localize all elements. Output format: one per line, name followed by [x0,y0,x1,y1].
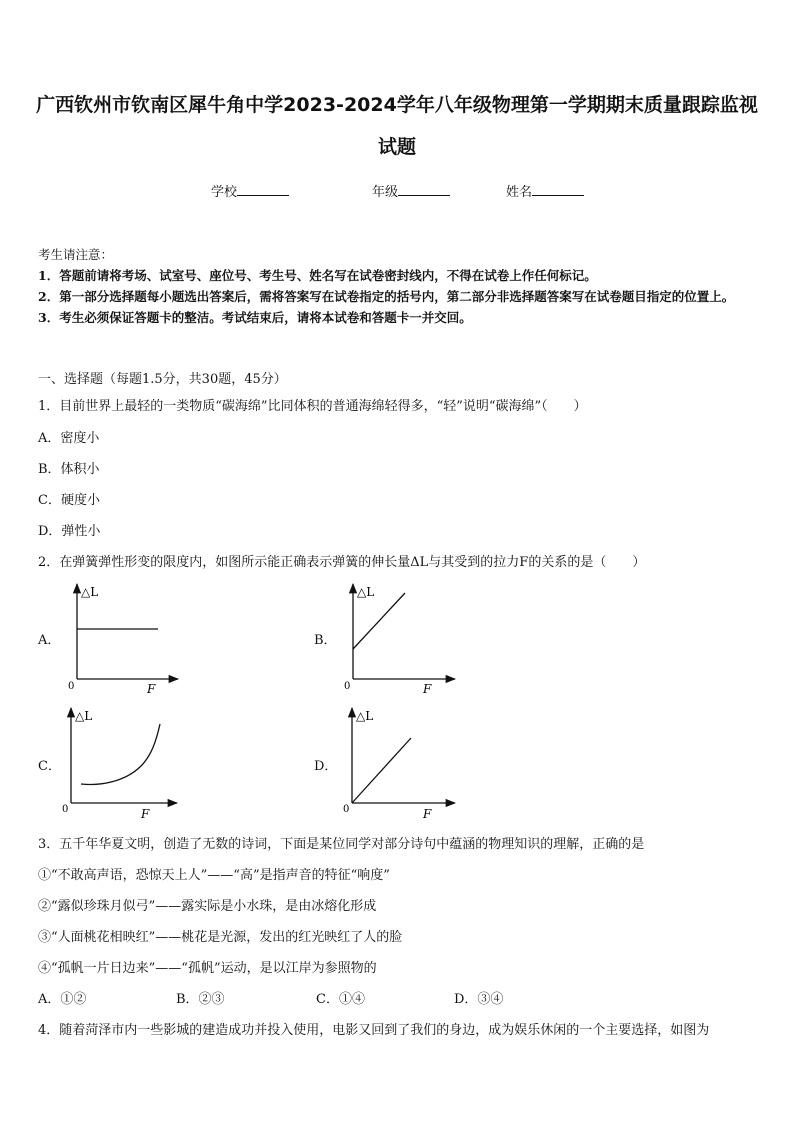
graph-curve [81,724,160,784]
notice-item: 3．考生必须保证答题卡的整洁。考试结束后，请将本试卷和答题卡一并交回。 [38,310,472,325]
y-axis-label: △L [357,585,375,599]
graph-line [353,593,405,649]
question-3-item-3: ③“人面桃花相映红”——桃花是光源，发出的红光映红了人的脸 [38,930,403,945]
school-field[interactable] [211,181,289,200]
name-blank[interactable] [532,183,584,196]
question-1-option-c[interactable]: C．硬度小 [38,493,100,508]
question-1-option-a[interactable]: A．密度小 [38,431,100,446]
question-1-stem: 1．目前世界上最轻的一类物质“碳海绵”比同体积的普通海绵轻得多，“轻”说明“碳海绵”（ ） [38,399,587,414]
question-3-option-a[interactable]: A．①② [38,992,87,1007]
question-3-option-c[interactable]: C．①④ [316,992,365,1007]
graph-b[interactable] [337,578,467,698]
grade-label: 年级 [372,185,399,200]
question-3-stem: 3．五千年华夏文明，创造了无数的诗词，下面是某位同学对部分诗句中蕴涵的物理知识的理解，正确的是 [38,837,645,852]
name-label: 姓名 [506,185,533,200]
question-3-option-d[interactable]: D．③④ [454,992,504,1007]
origin-label: 0 [62,804,69,815]
question-2-option-b-label[interactable]: B． [314,633,337,648]
question-2-option-d-label[interactable]: D． [314,759,338,774]
origin-label: 0 [344,681,351,692]
question-1-option-b[interactable]: B．体积小 [38,462,100,477]
question-3-item-2: ②“露似珍珠月似弓”——露实际是小水珠，是由冰熔化形成 [38,899,377,914]
question-1-option-d[interactable]: D．弹性小 [38,524,101,539]
grade-blank[interactable] [398,183,450,196]
section-heading: 一、选择题（每题1.5分，共30题，45分） [38,372,287,387]
question-2-option-a-label[interactable]: A． [38,633,61,648]
x-axis-label: F [141,807,150,821]
notice-item: 2．第一部分选择题每小题选出答案后，需将答案写在试卷指定的括号内，第二部分非选择题答案写在试卷题目指定的位置上。 [38,289,735,304]
origin-label: 0 [343,804,350,815]
notice-heading: 考生请注意： [38,247,114,262]
graph-line [352,738,411,803]
school-label: 学校 [211,185,238,200]
question-4-stem: 4．随着菏泽市内一些影城的建造成功并投入使用，电影又回到了我们的身边，成为娱乐休闲的一个主要选择，如图为 [38,1023,710,1038]
name-field[interactable] [506,181,584,200]
x-axis-label: F [423,682,432,696]
graph-a[interactable] [60,578,190,698]
y-axis-label: △L [81,585,99,599]
page-title: 广西钦州市钦南区犀牛角中学2023-2024学年八年级物理第一学期期末质量跟踪监视试题 [36,94,758,158]
question-2-stem: 2．在弹簧弹性形变的限度内，如图所示能正确表示弹簧的伸长量ΔL与其受到的拉力F的关系的是（ ） [38,555,646,570]
school-blank[interactable] [237,183,289,196]
origin-label: 0 [68,681,75,692]
graph-d[interactable] [335,702,465,824]
x-axis-label: F [147,682,156,696]
question-2-option-c-label[interactable]: C． [38,759,61,774]
grade-field[interactable] [372,181,450,200]
notice-item: 1．答题前请将考场、试室号、座位号、考生号、姓名写在试卷密封线内，不得在试卷上作任何标记。 [38,268,597,283]
y-axis-label: △L [75,709,93,723]
x-axis-label: F [423,807,432,821]
question-3-item-1: ①“不敢高声语，恐惊天上人”——“高”是指声音的特征“响度” [38,868,390,883]
y-axis-label: △L [356,709,374,723]
exam-notice [38,244,760,328]
question-3-option-b[interactable]: B．②③ [176,992,225,1007]
student-info-fields [0,181,794,201]
question-3-item-4: ④“孤帆一片日边来”——“孤帆”运动，是以江岸为参照物的 [38,961,377,976]
graph-c[interactable] [55,702,185,824]
